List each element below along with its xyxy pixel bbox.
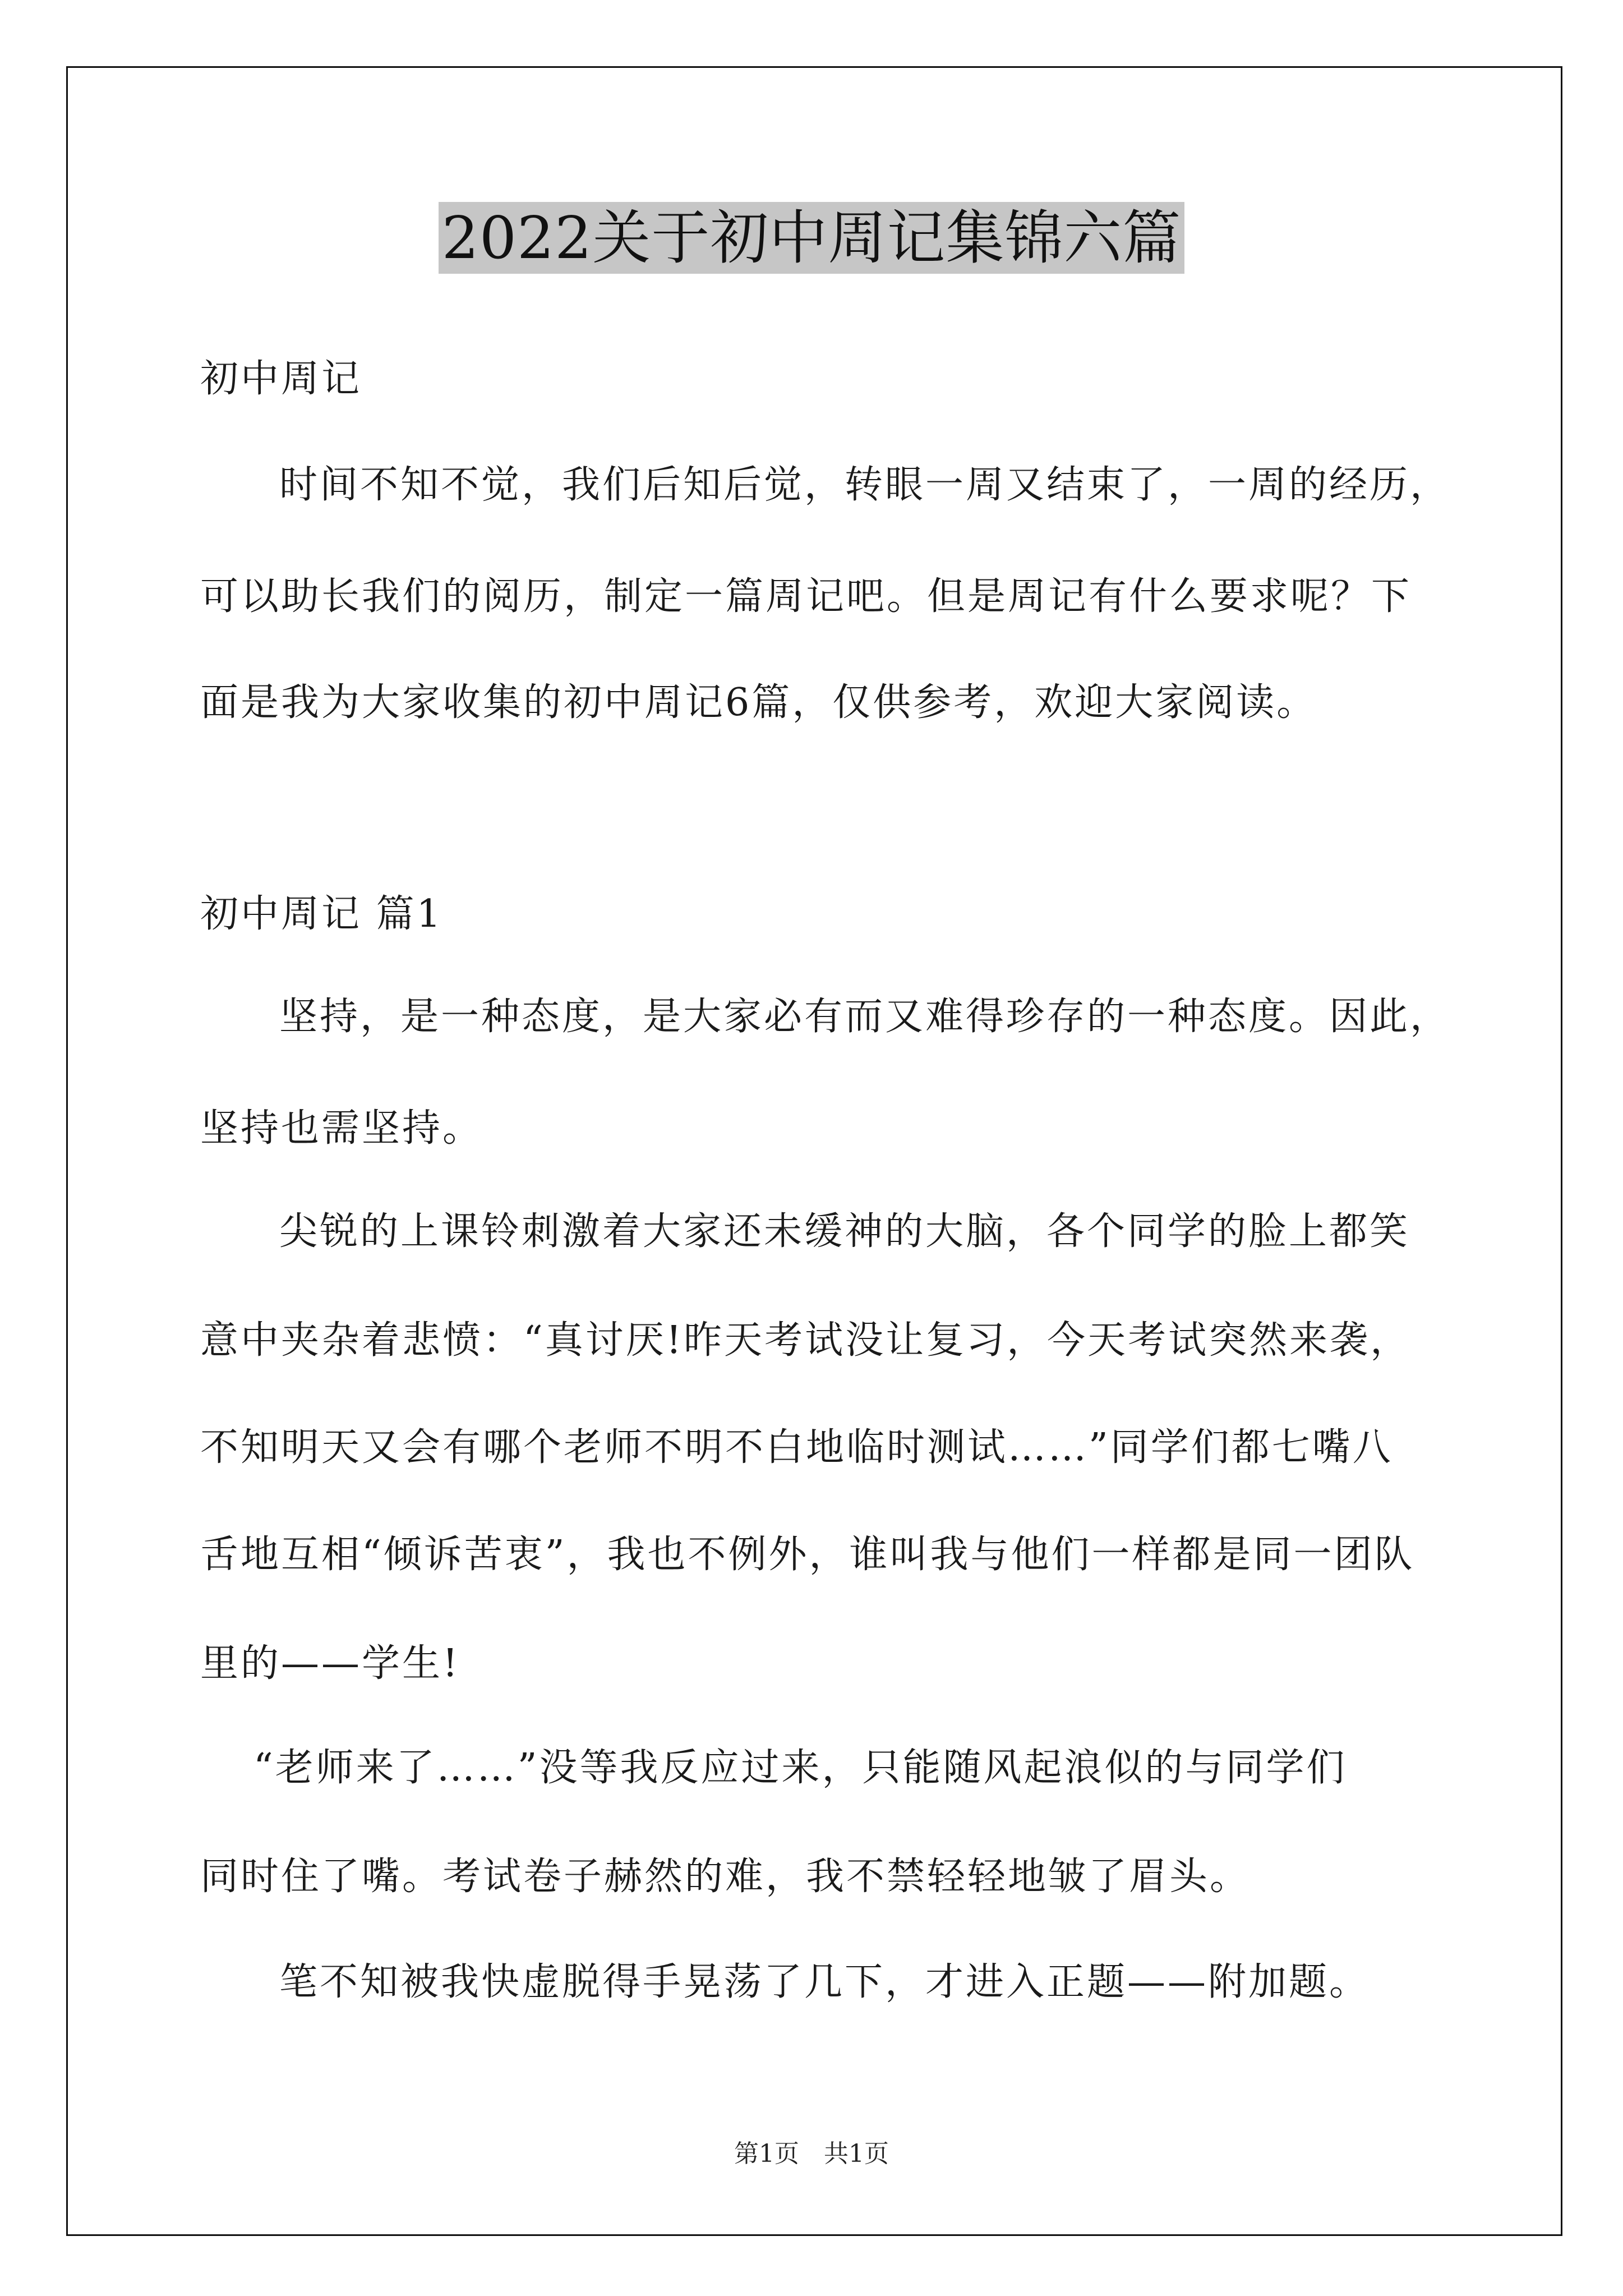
paragraph-line: 舌地互相“倾诉苦衷”，我也不例外，谁叫我与他们一样都是同一团队 [200, 1533, 1415, 1577]
paragraph-line: 同时住了嘴。考试卷子赫然的难，我不禁轻轻地皱了眉头。 [200, 1855, 1251, 1899]
paragraph-line: 不知明天又会有哪个老师不明不白地临时测试……”同学们都七嘴八 [200, 1425, 1393, 1470]
paragraph-line: 时间不知不觉，我们后知后觉，转眼一周又结束了，一周的经历， [279, 463, 1451, 507]
paragraph-line: 意中夹杂着悲愤：“真讨厌!昨天考试没让复习，今天考试突然来袭， [200, 1318, 1411, 1363]
paragraph-line: 坚持，是一种态度，是大家必有而又难得珍存的一种态度。因此， [279, 995, 1451, 1039]
page-footer: 第1页 共1页 [734, 2139, 889, 2168]
section-heading: 初中周记 篇1 [200, 892, 443, 936]
paragraph-line: 笔不知被我快虚脱得手晃荡了几下，才进入正题——附加题。 [279, 1960, 1370, 2004]
paragraph-line: 面是我为大家收集的初中周记6篇，仅供参考，欢迎大家阅读。 [200, 680, 1317, 725]
paragraph-line: 可以助长我们的阅历，制定一篇周记吧。但是周记有什么要求呢？下 [200, 574, 1412, 619]
document-title: 2022关于初中周记集锦六篇 [439, 202, 1185, 274]
paragraph-line: “老师来了……”没等我反应过来，只能随风起浪似的与同学们 [253, 1746, 1347, 1790]
title-container [0, 202, 1623, 274]
paragraph-line: 尖锐的上课铃刺激着大家还未缓神的大脑，各个同学的脸上都笑 [279, 1209, 1410, 1254]
paragraph-line: 里的——学生! [200, 1641, 460, 1686]
section-heading: 初中周记 [200, 357, 362, 401]
paragraph-line: 坚持也需坚持。 [200, 1106, 483, 1151]
